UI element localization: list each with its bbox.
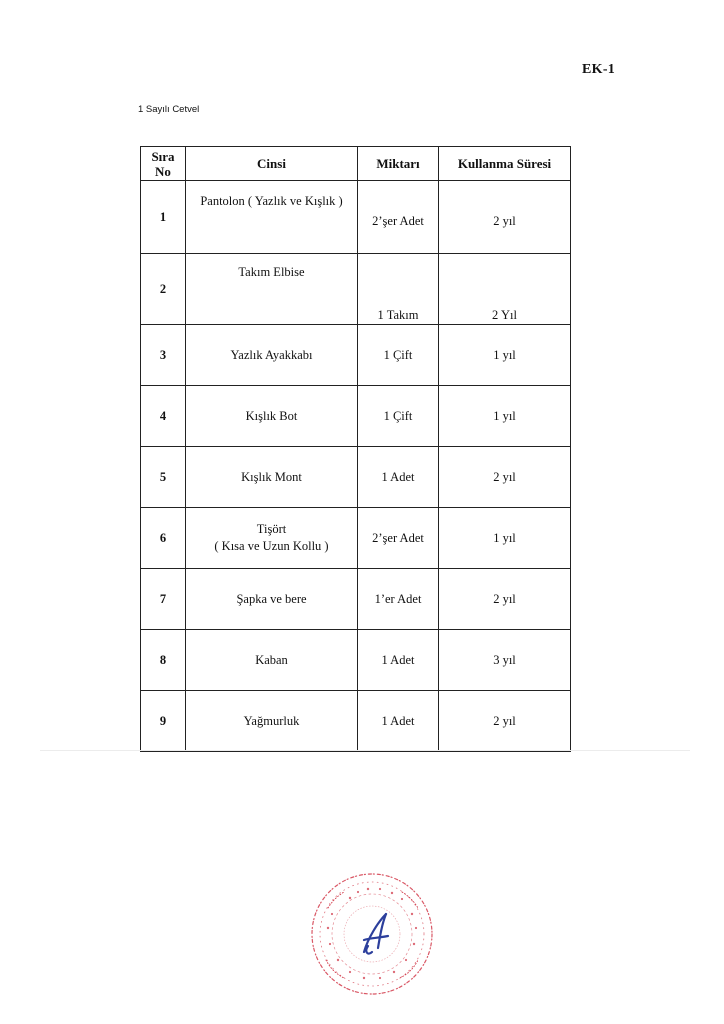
row-number: 5 bbox=[141, 447, 186, 508]
table-row bbox=[141, 325, 571, 386]
usage-period: 3 yıl bbox=[439, 630, 571, 691]
item-type: Kaban bbox=[186, 630, 358, 691]
official-seal-icon bbox=[306, 868, 438, 1000]
item-quantity: 1’er Adet bbox=[358, 569, 439, 630]
usage-period: 1 yıl bbox=[439, 508, 571, 569]
table-header-row bbox=[141, 147, 571, 181]
usage-period: 2 yıl bbox=[439, 691, 571, 752]
table-row bbox=[141, 447, 571, 508]
scan-divider bbox=[40, 750, 690, 751]
item-type-line: ( Kısa ve Uzun Kollu ) bbox=[214, 539, 329, 553]
item-type bbox=[186, 508, 358, 569]
item-type: Pantolon ( Yazlık ve Kışlık ) bbox=[186, 181, 358, 254]
row-number: 6 bbox=[141, 508, 186, 569]
item-type: Kışlık Mont bbox=[186, 447, 358, 508]
header-sira-no: Sıra No bbox=[141, 147, 186, 181]
table-row bbox=[141, 630, 571, 691]
table-caption: 1 Sayılı Cetvel bbox=[138, 104, 200, 115]
row-number: 7 bbox=[141, 569, 186, 630]
usage-period: 2 yıl bbox=[439, 569, 571, 630]
table-row bbox=[141, 691, 571, 752]
usage-period: 2 Yıl bbox=[439, 254, 571, 325]
table-row bbox=[141, 569, 571, 630]
item-type-line: Tişört bbox=[256, 522, 287, 536]
table-row bbox=[141, 508, 571, 569]
row-number: 1 bbox=[141, 181, 186, 254]
item-quantity: 1 Adet bbox=[358, 447, 439, 508]
row-number: 9 bbox=[141, 691, 186, 752]
item-type: Şapka ve bere bbox=[186, 569, 358, 630]
item-type: Yazlık Ayakkabı bbox=[186, 325, 358, 386]
item-type: Yağmurluk bbox=[186, 691, 358, 752]
table-row bbox=[141, 254, 571, 325]
header-cinsi: Cinsi bbox=[186, 147, 358, 181]
usage-period: 1 yıl bbox=[439, 325, 571, 386]
row-number: 2 bbox=[141, 254, 186, 325]
item-quantity: 1 Çift bbox=[358, 386, 439, 447]
table-row bbox=[141, 386, 571, 447]
row-number: 4 bbox=[141, 386, 186, 447]
header-kullanma-suresi: Kullanma Süresi bbox=[439, 147, 571, 181]
row-number: 8 bbox=[141, 630, 186, 691]
item-quantity: 1 Adet bbox=[358, 630, 439, 691]
usage-period: 2 yıl bbox=[439, 181, 571, 254]
item-quantity: 1 Çift bbox=[358, 325, 439, 386]
item-quantity: 1 Takım bbox=[358, 254, 439, 325]
header-miktari: Miktarı bbox=[358, 147, 439, 181]
item-type: Kışlık Bot bbox=[186, 386, 358, 447]
annex-label: EK-1 bbox=[582, 62, 616, 77]
usage-period: 1 yıl bbox=[439, 386, 571, 447]
equipment-table bbox=[140, 146, 571, 752]
item-quantity: 2’şer Adet bbox=[358, 508, 439, 569]
table-row bbox=[141, 181, 571, 254]
row-number: 3 bbox=[141, 325, 186, 386]
item-quantity: 1 Adet bbox=[358, 691, 439, 752]
item-type: Takım Elbise bbox=[186, 254, 358, 325]
item-quantity: 2’şer Adet bbox=[358, 181, 439, 254]
usage-period: 2 yıl bbox=[439, 447, 571, 508]
